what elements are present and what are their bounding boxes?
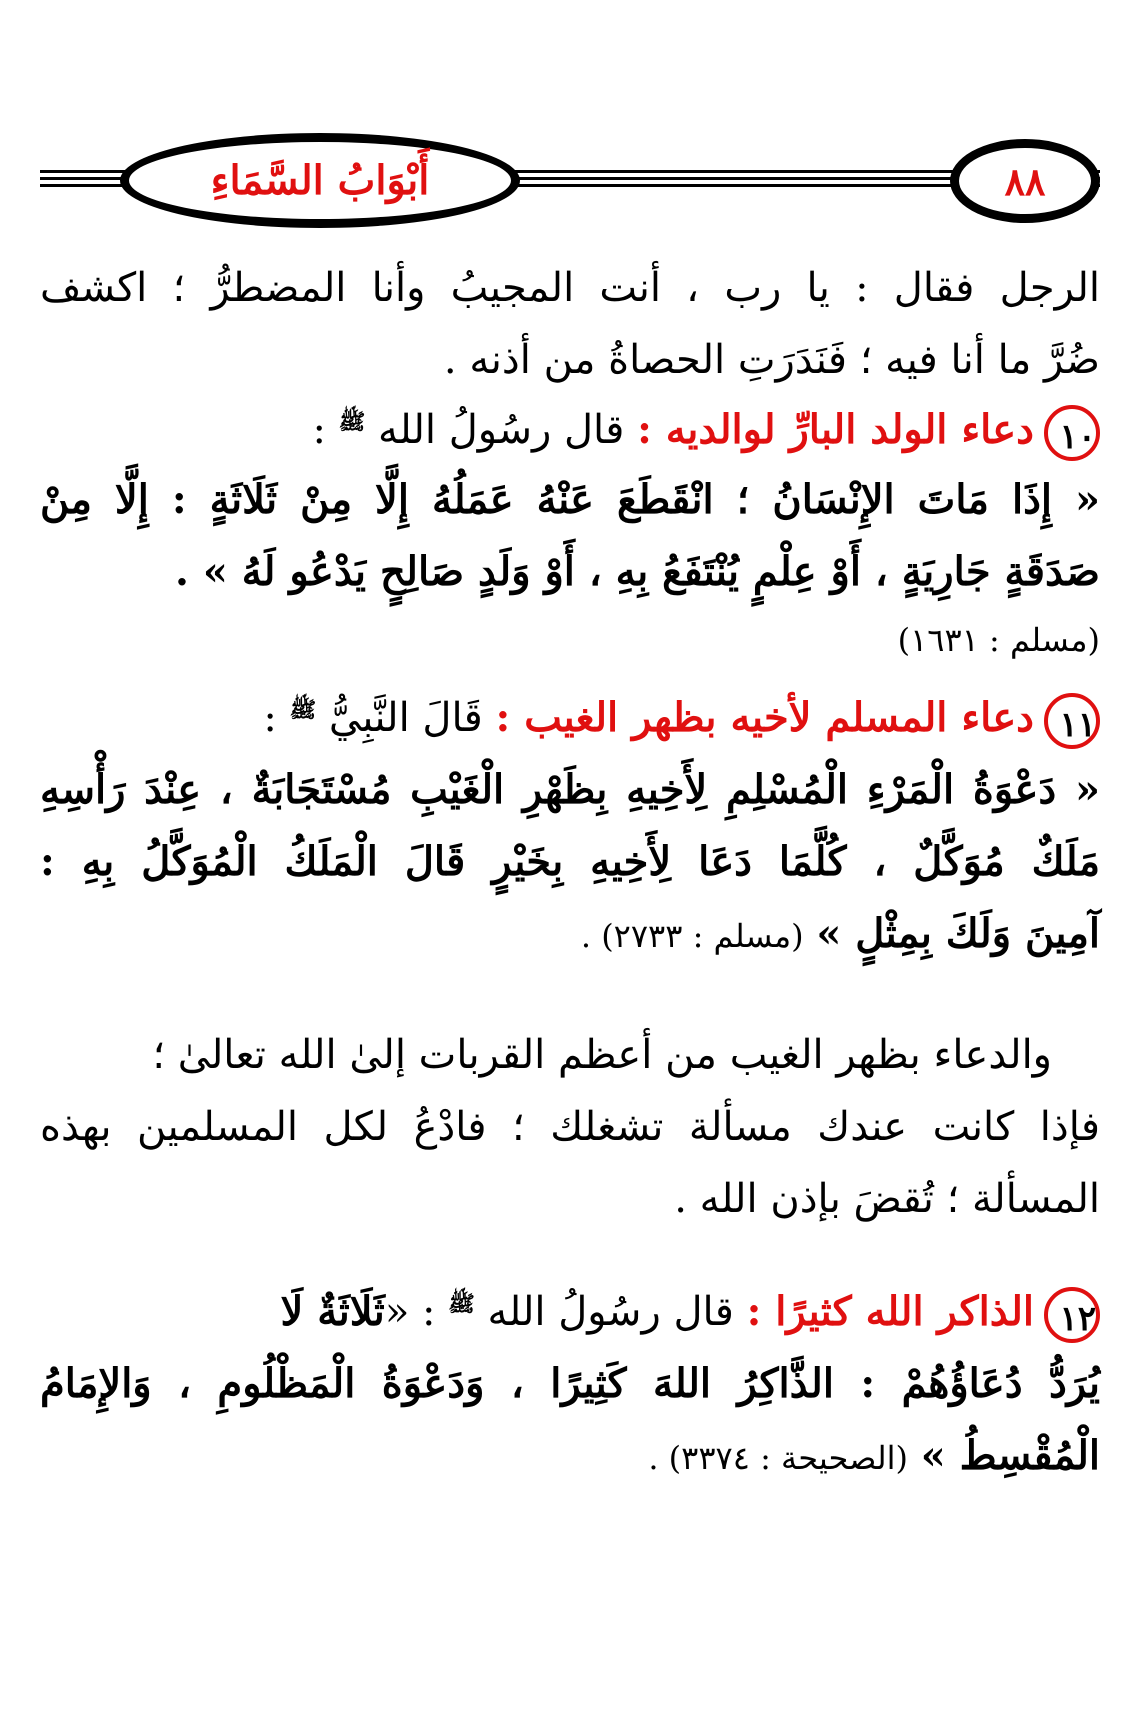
hadith-line: يُرَدُّ دُعَاؤُهُمْ : الذَّاكِرُ اللهَ كَثِيرًا ، وَدَعْوَةُ الْمَظْلُومِ ، وَالإِمَامُ <box>40 1360 1100 1407</box>
salawat-seal: ﷺ <box>448 1290 475 1317</box>
hadith-line: صَدَقَةٍ جَارِيَةٍ ، أَوْ عِلْمٍ يُنْتَفَعُ بِهِ ، أَوْ وَلَدٍ صَالِحٍ يَدْعُو لَهُ » . <box>175 548 1100 595</box>
section-heading: الذاكر الله كثيرًا : <box>746 1288 1034 1335</box>
hadith-line <box>40 904 1100 966</box>
page-number: ٨٨ <box>1004 158 1046 204</box>
page-number-oval <box>950 139 1100 223</box>
colon-quote: : « <box>384 1289 436 1335</box>
salawat-seal: ﷺ <box>289 696 317 723</box>
section-number-circle: ١٢ <box>1044 1287 1100 1343</box>
hadith-line <box>40 1426 1100 1488</box>
hadith-reference: (مسلم : ١٦٣١) <box>897 621 1100 659</box>
narration-intro: قال رسُولُ الله <box>378 407 625 453</box>
hadith-line: « دَعْوَةُ الْمَرْءِ الْمُسْلِمِ لِأَخِيهِ بِظَهْرِ الْغَيْبِ مُسْتَجَابَةٌ ، عِنْدَ رَأْسِهِ <box>40 766 1100 813</box>
narration-intro: قَالَ النَّبِيُّ <box>328 695 483 741</box>
section-number-circle: ١١ <box>1044 693 1100 749</box>
section-heading-line <box>40 688 1100 749</box>
colon: : <box>263 695 277 741</box>
chapter-title-oval <box>120 133 520 228</box>
colon: : <box>312 407 326 453</box>
text-line: المسألة ؛ تُقضَ بإذن الله . <box>674 1176 1100 1222</box>
narration-intro: قال رسُولُ الله <box>487 1289 734 1335</box>
text-line: ضُرَّ ما أنا فيه ؛ فَنَدَرَتِ الحصاةُ من أذنه . <box>443 337 1100 383</box>
hadith-text: آمِينَ وَلَكَ بِمِثْلٍ » <box>816 910 1100 957</box>
page-header <box>40 125 1100 235</box>
text-line: فإذا كانت عندك مسألة تشغلك ؛ فادْعُ لكل المسلمين بهذه <box>40 1104 1100 1150</box>
hadith-text: ثَلَاثَةٌ لَا <box>280 1288 385 1335</box>
section-heading-line <box>40 400 1100 461</box>
text-line: الرجل فقال : يا رب ، أنت المجيبُ وأنا المضطرُّ ؛ اكشف <box>40 265 1100 311</box>
text-line: والدعاء بظهر الغيب من أعظم القربات إلىٰ الله تعالىٰ ؛ <box>152 1032 1052 1078</box>
hadith-reference: (الصحيحة : ٣٣٧٤) . <box>648 1439 909 1477</box>
salawat-seal: ﷺ <box>338 408 366 435</box>
hadith-line: مَلَكٌ مُوَكَّلٌ ، كُلَّمَا دَعَا لِأَخِيهِ بِخَيْرٍ قَالَ الْمَلَكُ الْمُوَكَّلُ بِهِ : <box>40 838 1100 885</box>
section-heading: دعاء المسلم لأخيه بظهر الغيب : <box>495 694 1034 741</box>
section-heading-line <box>40 1282 1100 1343</box>
hadith-line: « إِذَا مَاتَ الإِنْسَانُ ؛ انْقَطَعَ عَنْهُ عَمَلُهُ إِلَّا مِنْ ثَلَاثَةٍ : إِلَّا مِنْ <box>40 476 1100 523</box>
hadith-reference: (مسلم : ٢٧٣٣) . <box>580 917 804 955</box>
hadith-text: الْمُقْسِطُ » <box>920 1432 1100 1479</box>
section-number-circle: ١٠ <box>1044 405 1100 461</box>
section-heading: دعاء الولد البارِّ لوالديه : <box>637 406 1034 453</box>
chapter-title: أَبْوَابُ السَّمَاءِ <box>210 157 430 204</box>
